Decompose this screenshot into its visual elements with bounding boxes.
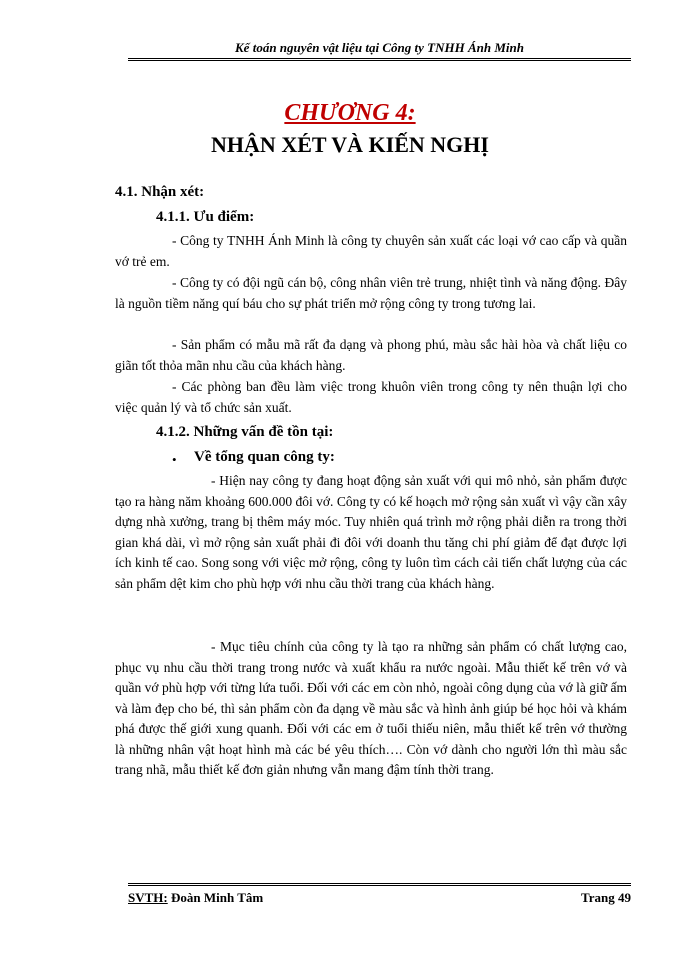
section-heading-4-1: 4.1. Nhận xét: <box>115 184 205 200</box>
footer-page-number: Trang 49 <box>581 890 631 905</box>
bullet-label-company-overview: Về tổng quan công ty: <box>194 449 335 465</box>
paragraph-advantage-4: - Các phòng ban đều làm việc trong khuôn viên trong công ty nên thuận lợi cho việc quản lý và tổ chức sản xuất. <box>115 379 627 415</box>
running-header: Kế toán nguyên vật liệu tại Công ty TNHH Ánh Minh <box>235 40 524 55</box>
footer-rule <box>128 883 631 886</box>
paragraph-issue-1: - Hiện nay công ty đang hoạt động sản xuất với qui mô nhỏ, sản phẩm được tạo ra hàng năm khoảng 600.000 đôi vớ. Công ty có kế hoạch mở rộng sản xuất vì vậy cần xây dựng nhà xưởng, trang bị thêm máy móc. Tuy nhiên quá trình mở rộng phải diễn ra trong thời gian khá dài, vì mở rộng sản xuất phải đi đôi với doanh thu tăng chi phí giảm để đạt được lợi ích kinh tế cao. Song song với việc mở rộng, công ty luôn tìm cách cải tiến chất lượng của các sản phẩm dệt kim cho phù hợp với nhu cầu thời trang của khách hàng. <box>115 473 627 591</box>
subsection-heading-4-1-1: 4.1.1. Ưu điểm: <box>156 209 255 225</box>
chapter-title: NHẬN XÉT VÀ KIẾN NGHỊ <box>211 132 489 157</box>
footer-author <box>128 890 263 906</box>
footer-svth-label: SVTH: <box>128 890 168 905</box>
subsection-heading-4-1-2: 4.1.2. Những vấn đề tồn tại: <box>156 424 334 440</box>
header-rule <box>128 58 631 61</box>
bullet-marker: • <box>172 452 177 467</box>
paragraph-advantage-2: - Công ty có đội ngũ cán bộ, công nhân viên trẻ trung, nhiệt tình và năng động. Đây là nguồn tiềm năng quí báu cho sự phát triển mở rộng công ty trong tương lai. <box>115 275 627 311</box>
footer-author-name: Đoàn Minh Tâm <box>170 890 264 905</box>
chapter-number: CHƯƠNG 4: <box>284 100 416 126</box>
paragraph-advantage-3: - Sản phẩm có mẫu mã rất đa dạng và phong phú, màu sắc hài hòa và chất liệu co giãn tốt thỏa mãn nhu cầu của khách hàng. <box>115 337 627 373</box>
paragraph-issue-2: - Mục tiêu chính của công ty là tạo ra những sản phẩm có chất lượng cao, phục vụ nhu cầu thời trang trong nước và xuất khẩu ra nước ngoài. Mẫu thiết kế trên vớ và quần vớ phù hợp với từng lứa tuổi. Đối với các em còn nhỏ, ngoài công dụng của vớ là giữ ấm và làm đẹp cho bé, thì sản phẩm còn đa dạng về màu sắc và hình ảnh giúp bé học hỏi và khám phá được thế giới xung quanh. Đối với các em ở tuổi thiếu niên, mẫu thiết kế trên vớ thường là những nhân vật hoạt hình mà các bé yêu thích…. Còn vớ dành cho người lớn thì màu sắc trang nhã, mẫu thiết kế đơn giản nhưng vẫn mang đậm tính thời trang. <box>115 639 627 777</box>
paragraph-advantage-1: - Công ty TNHH Ánh Minh là công ty chuyên sản xuất các loại vớ cao cấp và quần vớ trẻ em. <box>115 233 627 269</box>
